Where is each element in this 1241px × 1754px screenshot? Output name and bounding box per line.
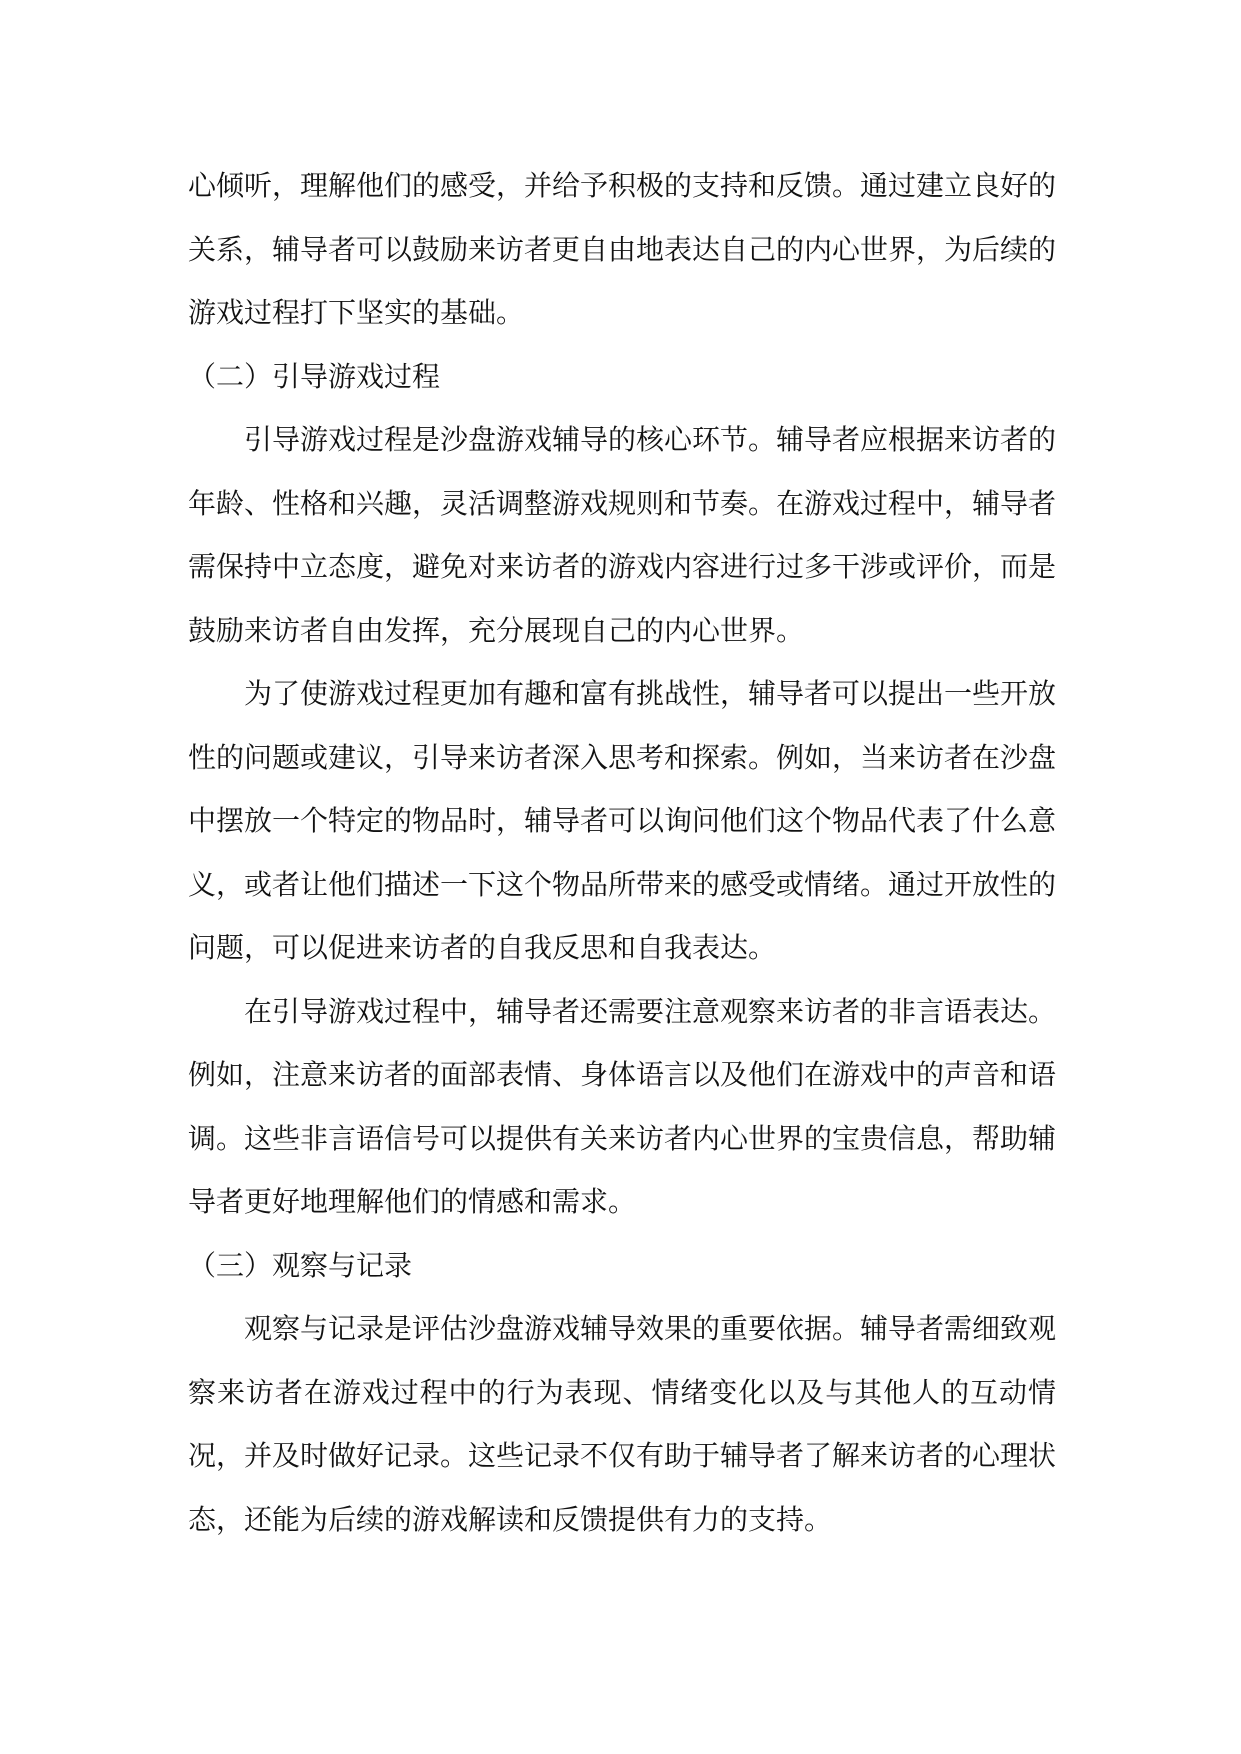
paragraph: 在引导游戏过程中，辅导者还需要注意观察来访者的非言语表达。例如，注意来访者的面部表情、身体语言以及他们在游戏中的声音和语调。这些非言语信号可以提供有关来访者内心世界的宝贵信息，帮助辅导者更好地理解他们的情感和需求。 [188, 994, 1057, 1218]
section-heading-2: （二）引导游戏过程 [188, 359, 441, 393]
section-heading-3: （三）观察与记录 [188, 1248, 413, 1282]
document-body [188, 154, 1056, 1551]
paragraph: 为了使游戏过程更加有趣和富有挑战性，辅导者可以提出一些开放性的问题或建议，引导来访者深入思考和探索。例如，当来访者在沙盘中摆放一个特定的物品时，辅导者可以询问他们这个物品代表了什么意义，或者让他们描述一下这个物品所带来的感受或情绪。通过开放性的问题，可以促进来访者的自我反思和自我表达。 [188, 677, 1057, 964]
paragraph: 观察与记录是评估沙盘游戏辅导效果的重要依据。辅导者需细致观察来访者在游戏过程中的行为表现、情绪变化以及与其他人的互动情况，并及时做好记录。这些记录不仅有助于辅导者了解来访者的心理状态，还能为后续的游戏解读和反馈提供有力的支持。 [188, 1312, 1057, 1536]
paragraph-continued: 心倾听，理解他们的感受，并给予积极的支持和反馈。通过建立良好的关系，辅导者可以鼓励来访者更自由地表达自己的内心世界，为后续的游戏过程打下坚实的基础。 [188, 169, 1057, 329]
paragraph: 引导游戏过程是沙盘游戏辅导的核心环节。辅导者应根据来访者的年龄、性格和兴趣，灵活调整游戏规则和节奏。在游戏过程中，辅导者需保持中立态度，避免对来访者的游戏内容进行过多干涉或评价，而是鼓励来访者自由发挥，充分展现自己的内心世界。 [188, 423, 1057, 647]
